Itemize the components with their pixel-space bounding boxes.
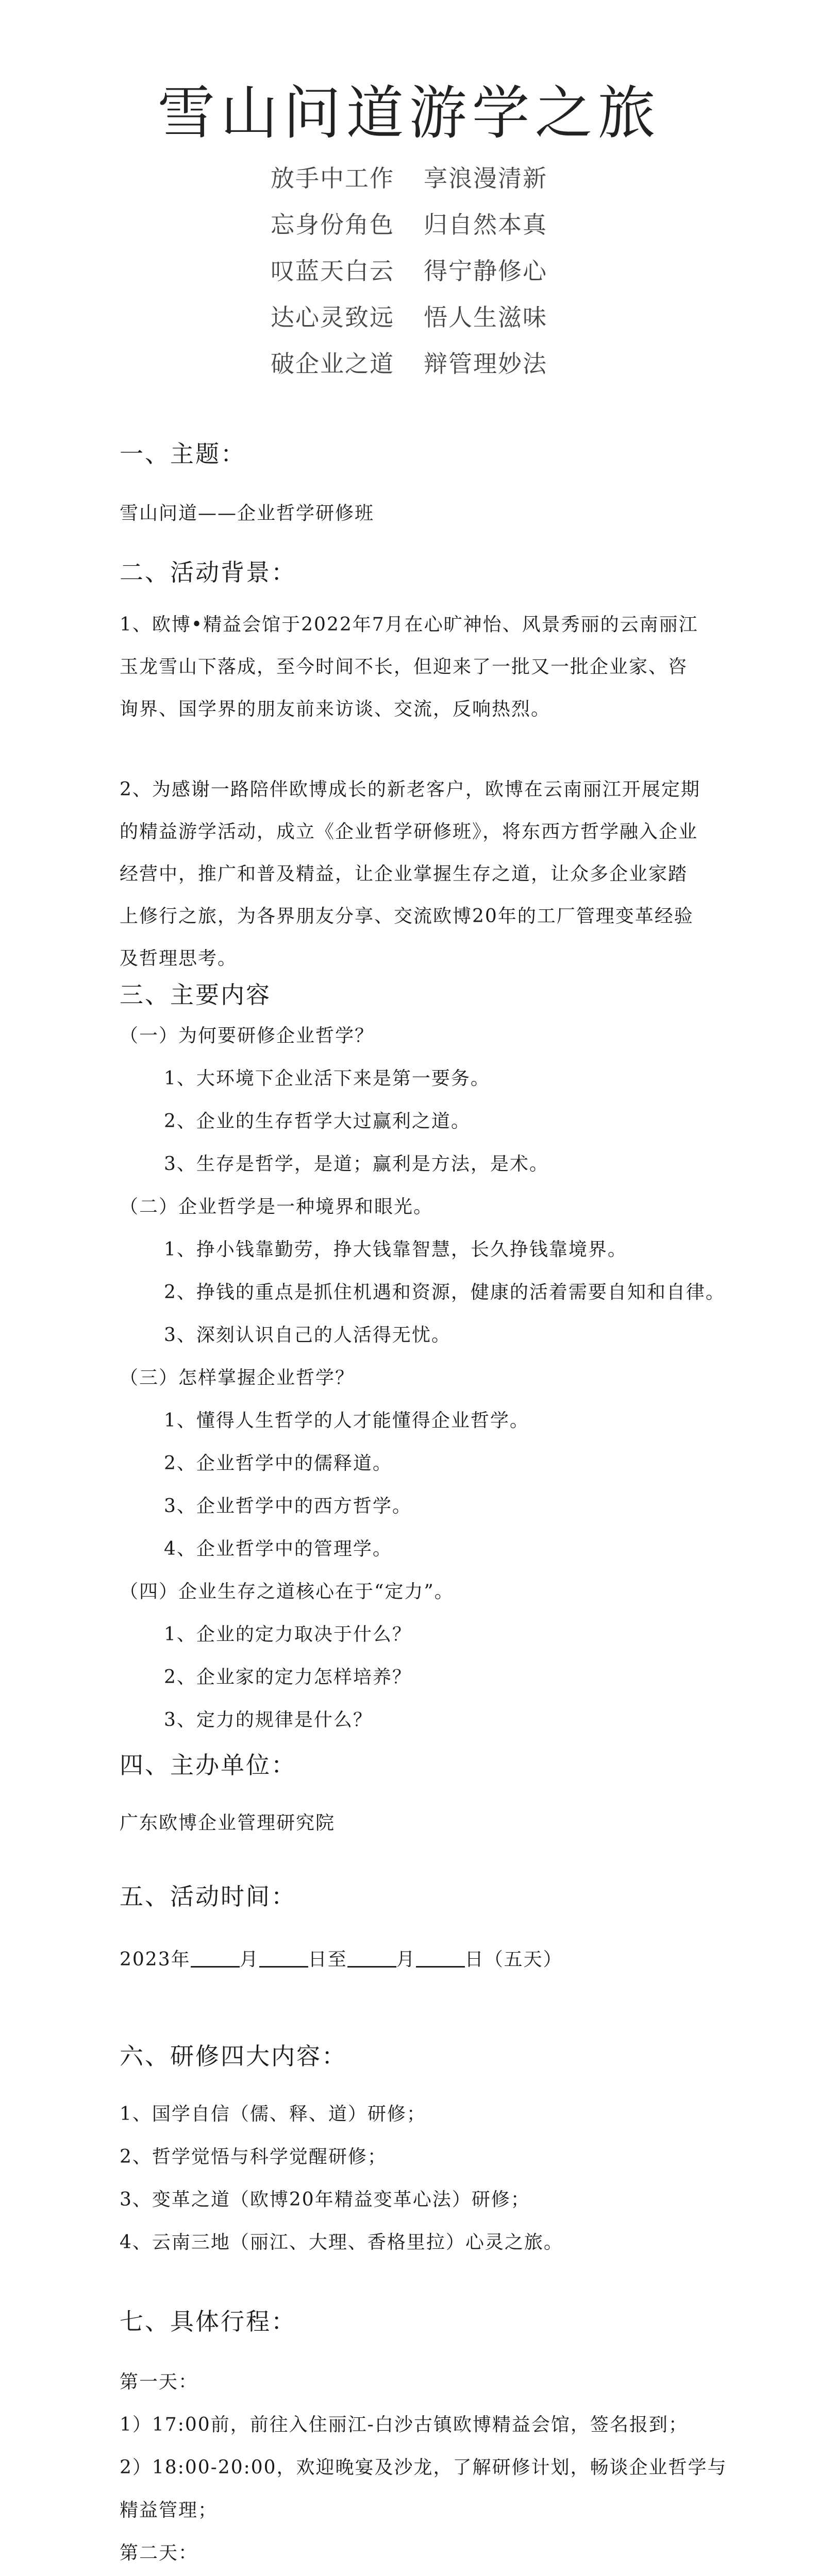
poem-line-right: 辩管理妙法 (424, 350, 547, 378)
section-heading-time: 五、活动时间： (120, 1883, 296, 1910)
poem-line-left: 达心灵致远 (271, 303, 394, 331)
content-item: 3、企业哲学中的西方哲学。 (164, 1496, 412, 1517)
content-question: （一）为何要研修企业哲学？ (120, 1025, 375, 1046)
day-blank (416, 1948, 465, 1968)
study-item: 1、国学自信（儒、释、道）研修； (120, 2104, 426, 2125)
background-paragraph-2: 2、为感谢一路陪伴欧博成长的新老客户，欧博在云南丽江开展定期的精益游学活动，成立《企业哲学研修班》，将东西方哲学融入企业经营中，推广和普及精益，让企业掌握生存之道，让众多企业家踏上修行之旅，为各界朋友分享、交流欧博20年的工厂管理变革经验及哲理思考。 (120, 779, 700, 969)
study-item: 2、哲学觉悟与科学觉醒研修； (120, 2146, 387, 2167)
content-question: （三）怎样掌握企业哲学？ (120, 1367, 355, 1388)
month-blank (191, 1948, 240, 1968)
page-title: 雪山问道游学之旅 (157, 80, 661, 147)
content-item: 4、企业哲学中的管理学。 (164, 1538, 392, 1560)
content-item: 2、企业哲学中的儒释道。 (164, 1453, 392, 1474)
itinerary-item: 1）17:00前，前往入住丽江-白沙古镇欧博精益会馆，签名报到； (120, 2414, 688, 2435)
day-label: 日（五天） (464, 1949, 563, 1970)
content-item: 2、企业家的定力怎样培养？ (164, 1667, 412, 1688)
month-label: 月 (396, 1949, 416, 1970)
content-item: 1、企业的定力取决于什么？ (164, 1624, 412, 1645)
month-blank (347, 1948, 396, 1968)
content-item: 3、深刻认识自己的人活得无忧。 (164, 1325, 451, 1346)
content-question: （二）企业哲学是一种境界和眼光。 (120, 1196, 433, 1217)
itinerary-item-continued: 精益管理； (120, 2500, 218, 2521)
poem-line-right: 享浪漫清新 (424, 164, 547, 192)
poem-line-left: 放手中工作 (271, 164, 394, 192)
day-to-label: 日至 (308, 1949, 347, 1970)
section-heading-theme: 一、主题： (120, 440, 246, 468)
content-item: 1、挣小钱靠勤劳，挣大钱靠智慧，长久挣钱靠境界。 (164, 1239, 627, 1260)
day-label: 第二天： (120, 2543, 198, 2564)
study-item: 4、云南三地（丽江、大理、香格里拉）心灵之旅。 (120, 2232, 563, 2253)
event-time-line (120, 1945, 563, 1971)
itinerary-item: 2）18:00-20:00，欢迎晚宴及沙龙，了解研修计划，畅谈企业哲学与 (120, 2457, 727, 2478)
day-blank (259, 1948, 308, 1968)
event-year: 2023年 (120, 1949, 191, 1970)
month-label: 月 (239, 1949, 259, 1970)
poem-line-left: 忘身份角色 (271, 211, 394, 239)
content-item: 1、懂得人生哲学的人才能懂得企业哲学。 (164, 1410, 529, 1431)
section-heading-background: 二、活动背景： (120, 558, 296, 586)
theme-text: 雪山问道——企业哲学研修班 (120, 503, 375, 524)
day-label: 第一天： (120, 2371, 198, 2393)
poem-line-left: 叹蓝天白云 (271, 257, 394, 285)
content-item: 1、大环境下企业活下来是第一要务。 (164, 1068, 490, 1089)
content-item: 3、定力的规律是什么？ (164, 1709, 373, 1731)
content-question: （四）企业生存之道核心在于“定力”。 (120, 1581, 454, 1602)
section-heading-itinerary: 七、具体行程： (120, 2308, 296, 2335)
poem-line-left: 破企业之道 (271, 350, 394, 378)
background-paragraph-1: 1、欧博•精益会馆于2022年7月在心旷神怡、风景秀丽的云南丽江玉龙雪山下落成，至今时间不长，但迎来了一批又一批企业家、咨询界、国学界的朋友前来访谈、交流，反响热烈。 (120, 614, 698, 720)
organizer-text: 广东欧博企业管理研究院 (120, 1812, 336, 1834)
poem-line-right: 悟人生滋味 (424, 303, 547, 331)
content-item: 2、挣钱的重点是抓住机遇和资源，健康的活着需要自知和自律。 (164, 1282, 725, 1303)
study-item: 3、变革之道（欧博20年精益变革心法）研修； (120, 2189, 530, 2210)
section-heading-organizer: 四、主办单位： (120, 1751, 296, 1779)
section-heading-main-content: 三、主要内容 (120, 981, 271, 1009)
poem-line-right: 得宁静修心 (424, 257, 547, 285)
content-item: 3、生存是哲学，是道；赢利是方法，是术。 (164, 1154, 549, 1175)
poem-line-right: 归自然本真 (424, 211, 547, 239)
section-heading-study-content: 六、研修四大内容： (120, 2042, 347, 2070)
content-item: 2、企业的生存哲学大过赢利之道。 (164, 1111, 471, 1132)
